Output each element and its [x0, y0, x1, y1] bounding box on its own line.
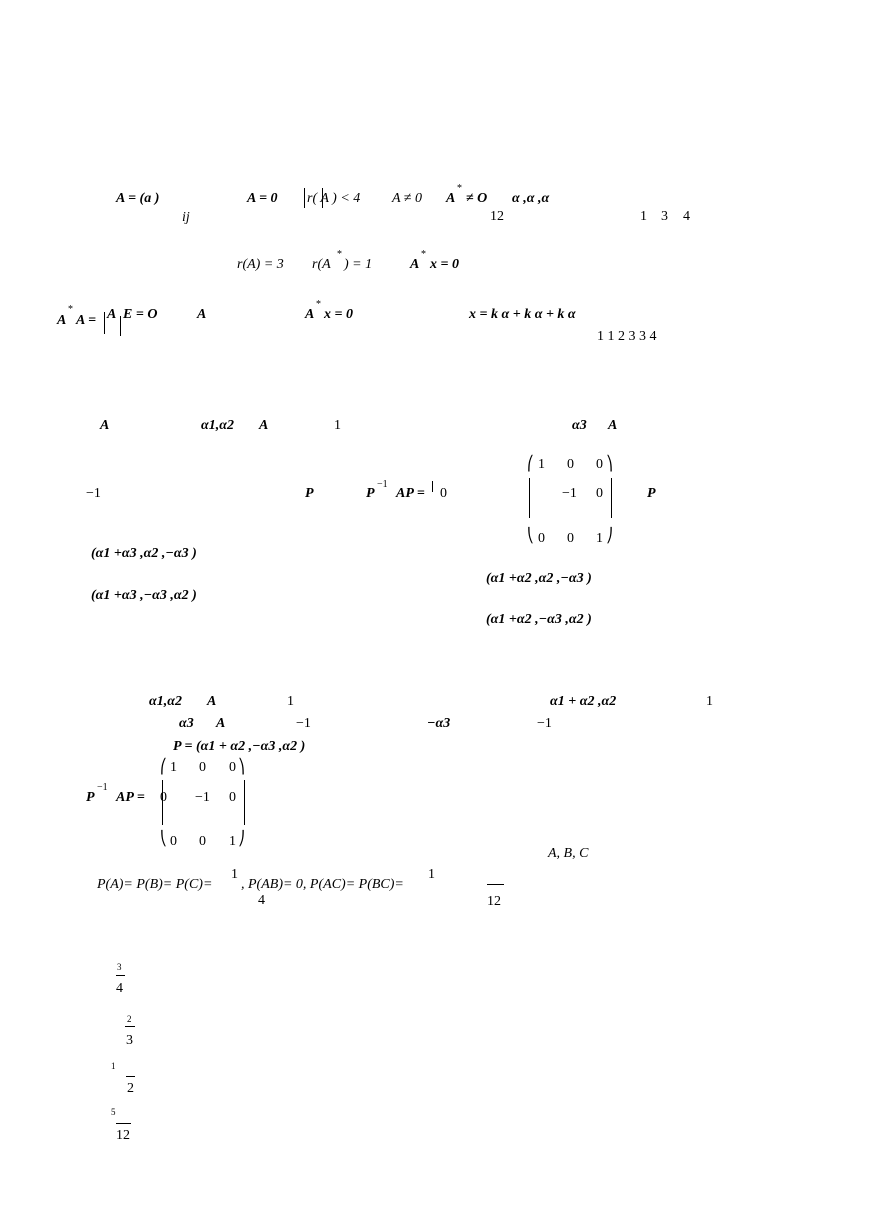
astar-a-eq: A =: [76, 313, 97, 328]
sol-eigen-1: 1: [287, 694, 294, 709]
astar2-a: A: [305, 307, 315, 322]
matrix-r2-c3: 0: [596, 486, 603, 501]
option-c: (α1 +α3 ,−α3 ,α2 ): [91, 588, 197, 603]
rank-a-3: r(A) = 3: [237, 257, 284, 272]
matrix-r2-c2: −1: [562, 486, 577, 501]
opt3-denominator: 2: [127, 1081, 134, 1096]
sol-matrix-r1-c2: 0: [199, 760, 206, 775]
adjugate-neq-o: ≠ O: [466, 191, 488, 206]
matrix-p-label: P: [305, 486, 314, 501]
matrix-paren-bl: ⎝: [527, 529, 534, 544]
matrix-paren-br: ⎠: [606, 529, 613, 544]
sol-p-inverse-sup: −1: [97, 782, 108, 793]
matrix-paren-tr: ⎞: [606, 457, 613, 472]
rank-astar-rest: ) = 1: [344, 257, 373, 272]
matrix-a-def: A = (a ): [116, 191, 160, 206]
opt3-numerator: 1: [111, 1061, 116, 1071]
opt1-bar: [116, 975, 125, 976]
astar-x-a: A: [410, 257, 420, 272]
opt2-numerator: 2: [127, 1014, 132, 1024]
astar2-star: *: [316, 299, 321, 310]
general-solution-subscripts: 1 1 2 3 3 4: [597, 329, 657, 344]
rank-astar: r(A: [312, 257, 331, 272]
matrix-paren-left: [529, 478, 530, 518]
sol-matrix-r3-c3: 1: [229, 834, 236, 849]
adjugate-a: A: [446, 191, 456, 206]
sol-matrix-paren-tl: ⎛: [160, 760, 167, 775]
det-a-zero: A = 0: [247, 191, 278, 206]
opt1-numerator: 3: [117, 962, 122, 972]
astar-a-star: *: [68, 304, 73, 315]
sol-p-definition: P = (α1 + α2 ,−α3 ,α2 ): [173, 739, 306, 754]
abs-bar-left: [104, 312, 105, 334]
abs-a: A: [107, 307, 117, 322]
opt4-numerator: 5: [111, 1107, 116, 1117]
eigenvalue-1: 1: [334, 418, 341, 433]
subscript-12: 12: [490, 209, 504, 224]
opt1-denominator: 4: [116, 981, 123, 996]
matrix-paren-tl: ⎛: [527, 457, 534, 472]
matrix-bracket-mark: [432, 481, 433, 492]
sol-sum-vector: α1 + α2 ,α2: [550, 694, 617, 709]
twelfth-fraction-bar: [487, 884, 504, 885]
matrix-paren-right: [611, 478, 612, 518]
eigenvalue-neg1: −1: [86, 486, 101, 501]
sol-matrix-paren-tr: ⎞: [238, 760, 245, 775]
sol-matrix-r2-c1: 0: [160, 790, 167, 805]
rank-astar-star: *: [337, 249, 342, 260]
matrix-a-label: A: [197, 307, 207, 322]
matrix-r1-c3: 0: [596, 457, 603, 472]
subscript-ij: ij: [182, 210, 190, 225]
opt4-bar: [116, 1123, 131, 1124]
sol-matrix-r2-c3: 0: [229, 790, 236, 805]
probability-statement-2: , P(AB)= 0, P(AC)= P(BC)=: [241, 877, 404, 892]
opt2-denominator: 3: [126, 1033, 133, 1048]
opt2-bar: [125, 1026, 135, 1027]
sol-p-inverse-ap: AP =: [116, 790, 145, 805]
astar-x-eq: x = 0: [430, 257, 459, 272]
twelfth-numerator: 1: [428, 867, 435, 882]
sol-matrix-r3-c1: 0: [170, 834, 177, 849]
opt3-bar: [126, 1076, 135, 1077]
alpha12-p2: α1,α2: [201, 418, 234, 433]
sol-eigen-neg1: −1: [296, 716, 311, 731]
sol-eigen-1b: 1: [706, 694, 713, 709]
det-bar-right: [322, 188, 323, 208]
sol-a2: A: [216, 716, 226, 731]
sol-matrix-paren-bl: ⎝: [160, 832, 167, 847]
events-abc: A, B, C: [548, 846, 589, 861]
p-inverse-sup: −1: [377, 479, 388, 490]
quarter-numerator: 1: [231, 867, 238, 882]
quarter-denominator: 4: [258, 893, 265, 908]
alpha-vectors: α ,α ,α: [512, 191, 550, 206]
matrix-r3-c2: 0: [567, 531, 574, 546]
matrix-r1-c1: 1: [538, 457, 545, 472]
sol-a: A: [207, 694, 217, 709]
sol-p-inverse-p: P: [86, 790, 95, 805]
e-eq-o: E = O: [123, 307, 158, 322]
probability-statement: P(A)= P(B)= P(C)=: [97, 877, 213, 892]
astar2-x-eq: x = 0: [324, 307, 353, 322]
subscript-4: 4: [683, 209, 690, 224]
matrix-a-p2b: A: [259, 418, 269, 433]
matrix-r2-c1: 0: [440, 486, 447, 501]
matrix-a-p2: A: [100, 418, 110, 433]
astar-x-star: *: [421, 249, 426, 260]
option-b: (α1 +α2 ,α2 ,−α3 ): [486, 571, 592, 586]
sol-neg-alpha3: −α3: [427, 716, 451, 731]
twelfth-denominator: 12: [487, 894, 501, 909]
alpha3-p2: α3: [572, 418, 587, 433]
sol-eigen-neg1b: −1: [537, 716, 552, 731]
p-inverse-p: P: [366, 486, 375, 501]
adjugate-star: *: [457, 183, 462, 194]
sol-matrix-r2-c2: −1: [195, 790, 210, 805]
option-d: (α1 +α2 ,−α3 ,α2 ): [486, 612, 592, 627]
sol-matrix-paren-br: ⎠: [238, 832, 245, 847]
general-solution: x = k α + k α + k α: [469, 307, 576, 322]
sol-matrix-r1-c1: 1: [170, 760, 177, 775]
matrix-r1-c2: 0: [567, 457, 574, 472]
sol-alpha3: α3: [179, 716, 194, 731]
matrix-p-label-right: P: [647, 486, 656, 501]
rank-a-lt-4: r( A ) < 4: [307, 191, 361, 206]
det-bar-left: [304, 188, 305, 208]
matrix-r3-c3: 1: [596, 531, 603, 546]
matrix-a-p2c: A: [608, 418, 618, 433]
sol-alpha12: α1,α2: [149, 694, 182, 709]
matrix-r3-c1: 0: [538, 531, 545, 546]
opt4-denominator: 12: [116, 1128, 130, 1143]
subscript-3: 3: [661, 209, 668, 224]
abs-bar-right: [120, 316, 121, 336]
sol-matrix-r1-c3: 0: [229, 760, 236, 775]
option-a: (α1 +α3 ,α2 ,−α3 ): [91, 546, 197, 561]
a-neq-zero: A ≠ 0: [392, 191, 422, 206]
subscript-1: 1: [640, 209, 647, 224]
astar-a: A: [57, 313, 67, 328]
sol-matrix-r3-c2: 0: [199, 834, 206, 849]
sol-matrix-paren-right: [244, 780, 245, 825]
p-inverse-ap: AP =: [396, 486, 425, 501]
